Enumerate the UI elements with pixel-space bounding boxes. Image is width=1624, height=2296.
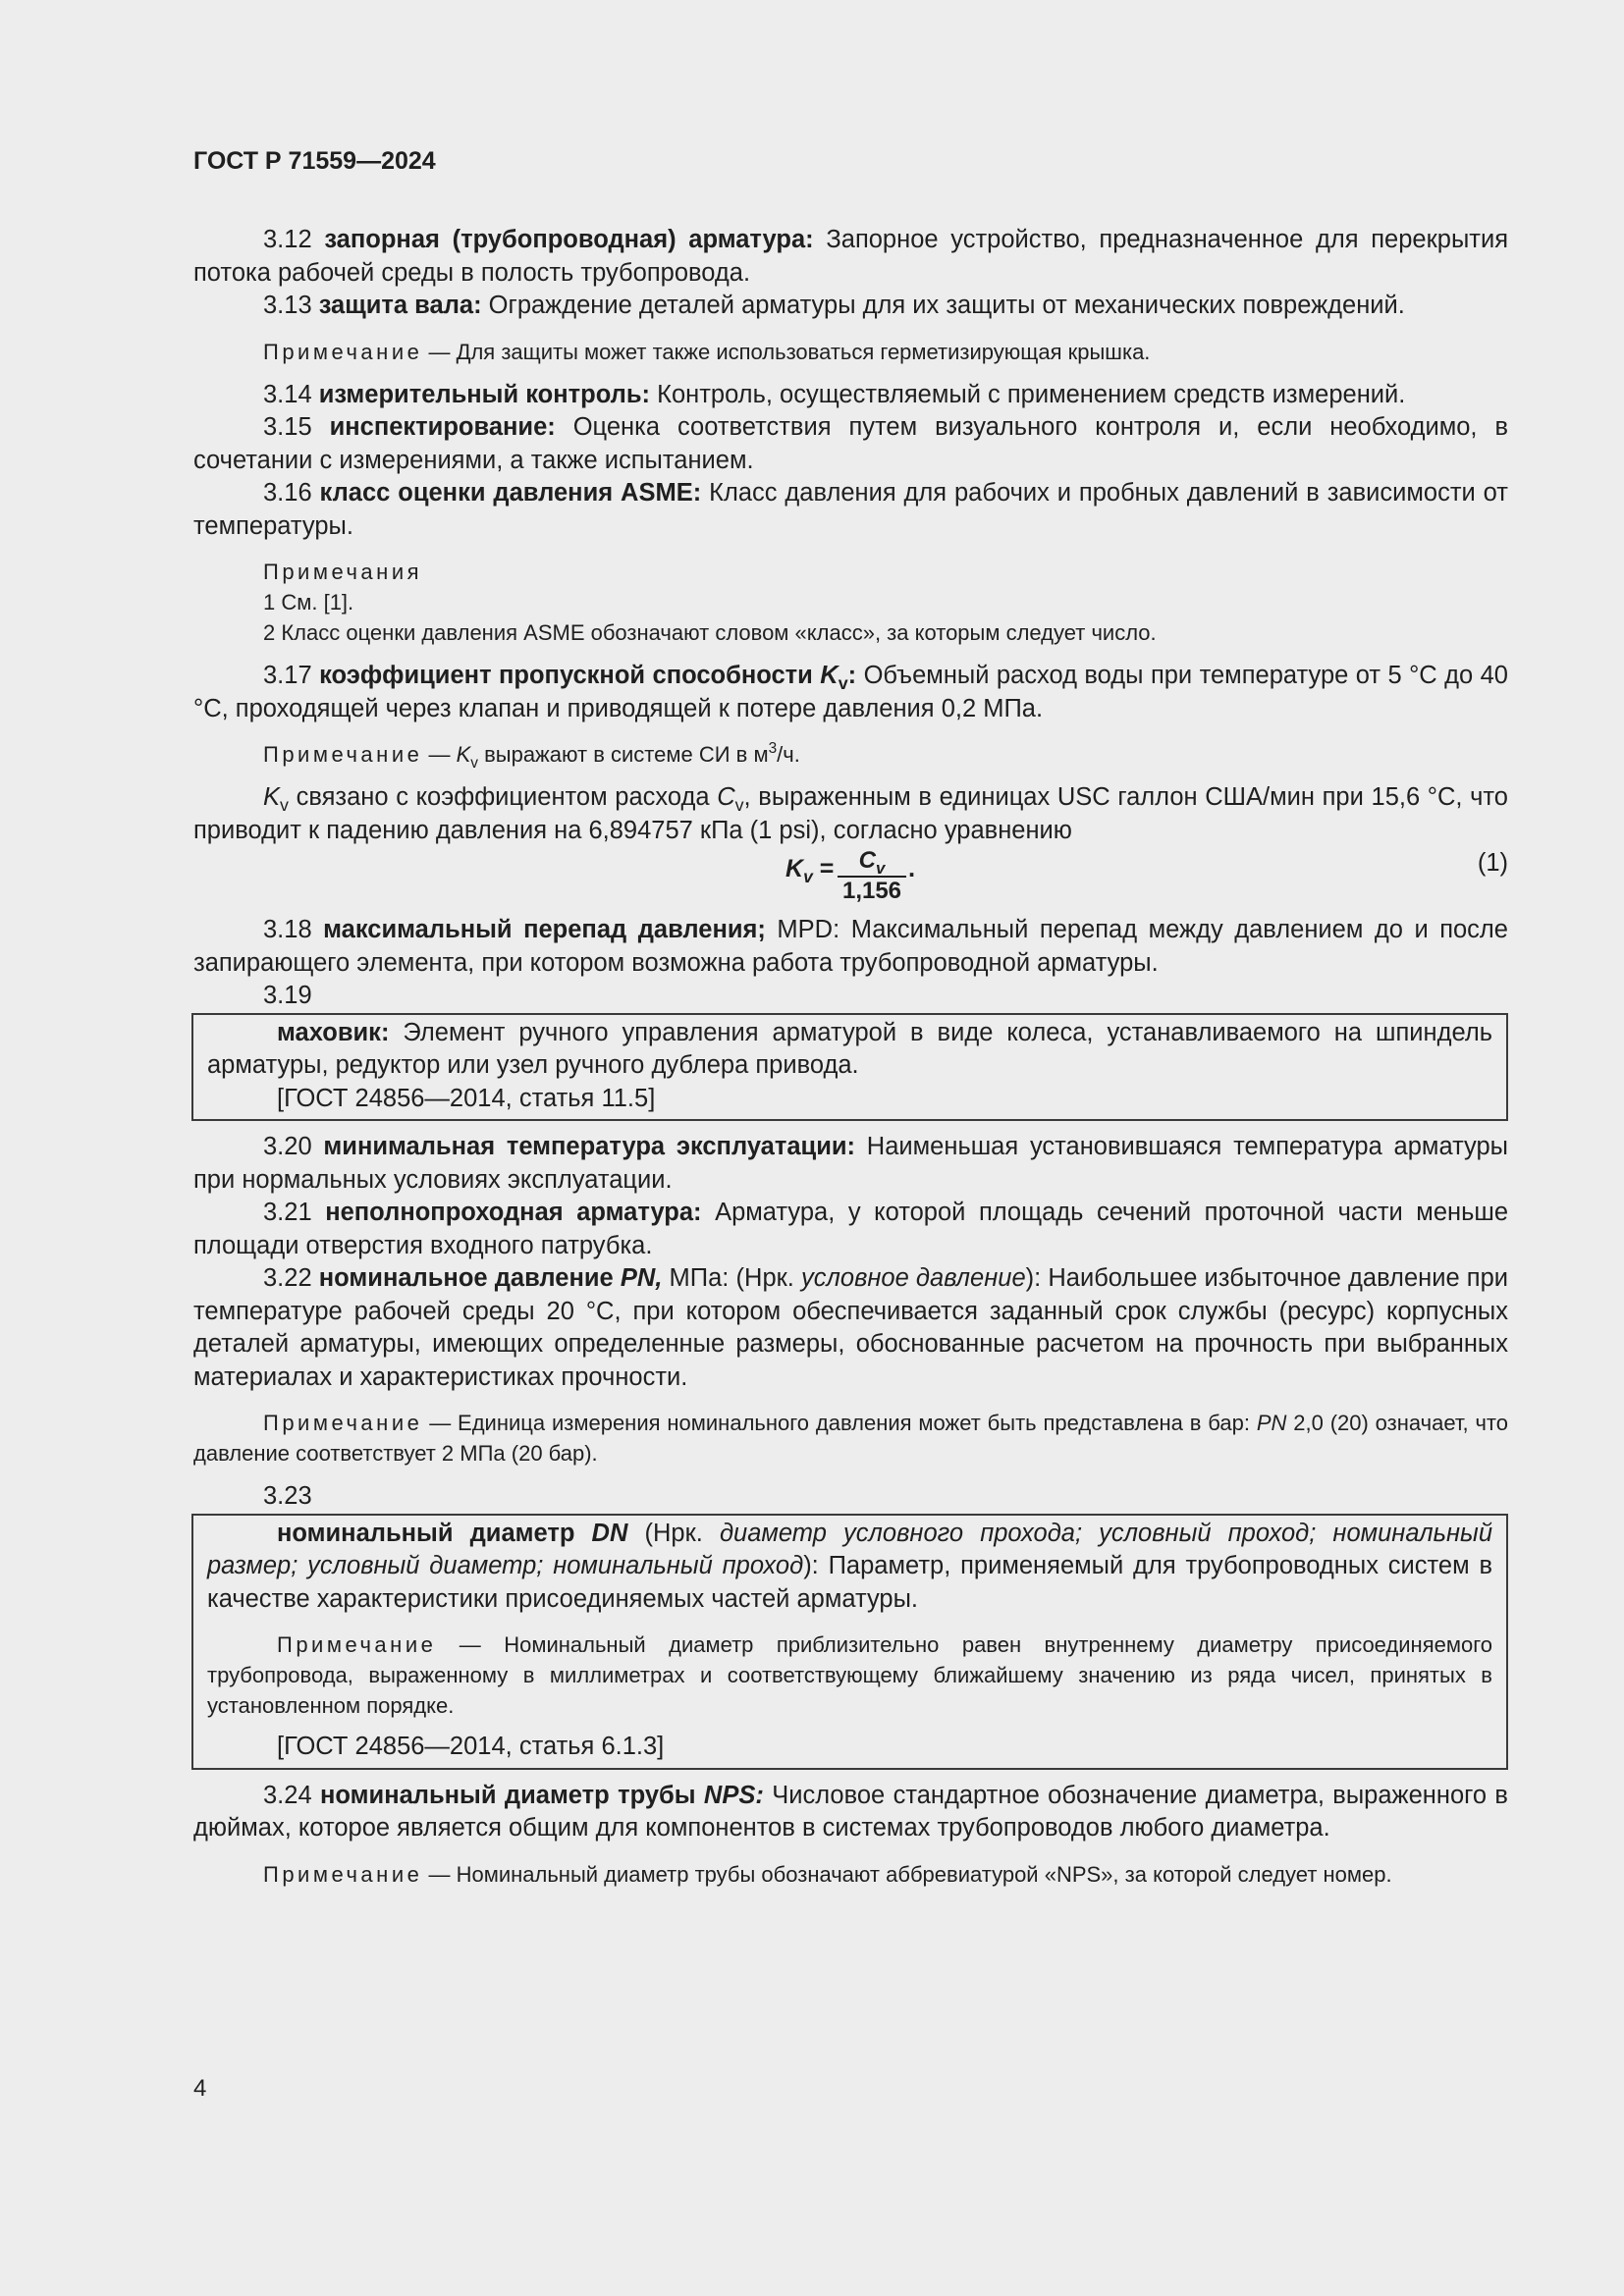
term-3-18: 3.18 максимальный перепад давления; MPD: Максимальный перепад между давлением до и после запирающего элемента, при котором возможна работа трубопроводной арматуры. — [193, 916, 1508, 977]
term-3-23-source: [ГОСТ 24856—2014, статья 6.1.3] — [277, 1733, 665, 1760]
term-3-21: 3.21 неполнопроходная арматура: Арматура, у которой площадь сечений проточной части меньше площади отверстия входного патрубка. — [193, 1199, 1509, 1259]
term-3-23-number: 3.23 — [263, 1482, 312, 1510]
note-3-13: Примечание — Для защиты может также использоваться герметизирующая крышка. — [263, 339, 1151, 364]
term-3-23: номинальный диаметр DN (Нрк. диаметр условного прохода; условный проход; номинальный размер; условный диаметр; номинальный проход): Параметр, применяемый для трубопроводных систем в качестве характеристики присоединяемых частей арматуры. — [207, 1519, 1492, 1613]
term-3-15: 3.15 инспектирование: Оценка соответствия путем визуального контроля и, если необходимо, в сочетании с измерениями, а также испытанием. — [193, 413, 1508, 474]
formula-lhs: $K_v$ = — [785, 855, 835, 886]
term-3-16: 3.16 класс оценки давления ASME: Класс давления для рабочих и пробных давлений в зависимости от температуры. — [193, 479, 1508, 540]
kv-relation-paragraph: $K_v$ связано с коэффициентом расхода $C_v$, выраженным в единицах USC галлон США/мин при 15,6 °С, что приводит к падению давления на 6,894757 кПа (1 psi), согласно уравнению — [193, 783, 1508, 844]
term-3-19-box — [191, 1013, 1508, 1122]
term-3-24: 3.24 номинальный диаметр трубы NPS: Числовое стандартное обозначение диаметра, выраженного в дюймах, которое является общим для компонентов в системах трубопроводов любого диаметра. — [193, 1781, 1508, 1842]
note-3-22: Примечание — Единица измерения номинального давления может быть представлена в бар: PN 2,0 (20) означает, что давление соответствует 2 МПа (20 бар). — [193, 1411, 1508, 1466]
note-3-24: Примечание — Номинальный диаметр трубы обозначают аббревиатурой «NPS», за которой следует номер. — [263, 1861, 1392, 1887]
term-3-13: 3.13 защита вала: Ограждение деталей арматуры для их защиты от механических повреждений. — [263, 292, 1405, 319]
note-item: 2 Класс оценки давления ASME обозначают словом «класс», за которым следует число. — [263, 620, 1157, 645]
equation-number: (1) — [1477, 849, 1508, 877]
term-3-14: 3.14 измерительный контроль: Контроль, осуществляемый с применением средств измерений. — [263, 380, 1406, 408]
term-3-20: 3.20 минимальная температура эксплуатации: Наименьшая установившаяся температура арматуры при нормальных условиях эксплуатации. — [193, 1133, 1509, 1194]
notes-3-16 — [193, 557, 1508, 648]
formula-fraction: $\frac{C_v}{1,156}$ — [838, 847, 906, 905]
equation-1: $K_v$ = $\frac{C_v}{1,156}$ . (1) — [785, 847, 1508, 904]
term-3-19: маховик: Элемент ручного управления арматурой в виде колеса, устанавливаемого на шпиндель арматуры, редуктор или узел ручного дублера привода. — [207, 1018, 1492, 1079]
term-3-17: 3.17 коэффициент пропускной способности $K_v$: Объемный расход воды при температуре от 5 °С до 40 °С, проходящей через клапан и приводящей к потере давления 0,2 МПа. — [193, 662, 1508, 722]
notes-label: Примечания — [263, 560, 423, 584]
standard-header: ГОСТ Р 71559—2024 — [193, 147, 436, 175]
note-item: 1 См. [1]. — [263, 590, 354, 614]
note-3-23: Примечание — Номинальный диаметр приблизительно равен внутреннему диаметру присоединяемого трубопровода, выраженному в миллиметрах и соответствующему ближайшему значению из ряда чисел, принятых в установленном порядке. — [207, 1632, 1492, 1718]
page-number: 4 — [193, 2075, 207, 2102]
term-3-23-box — [191, 1514, 1508, 1770]
term-3-22: 3.22 номинальное давление PN, МПа: (Нрк. условное давление): Наибольшее избыточное давление при температуре рабочей среды 20 °С, при котором обеспечивается заданный срок службы (ресурс) корпусных деталей арматуры, имеющих определенные размеры, обоснованные расчетом на прочность при выбранных материалах и характеристиках прочности. — [193, 1264, 1509, 1391]
terms-section — [193, 224, 1508, 1890]
term-3-12: 3.12 запорная (трубопроводная) арматура: Запорное устройство, предназначенное для перекрытия потока рабочей среды в полость трубопровода. — [193, 226, 1509, 287]
term-3-19-number: 3.19 — [263, 982, 312, 1009]
note-3-17: Примечание — $K_v$ выражают в системе СИ в $м^3/ч$. — [263, 740, 800, 772]
term-3-19-source: [ГОСТ 24856—2014, статья 11.5] — [277, 1084, 656, 1112]
